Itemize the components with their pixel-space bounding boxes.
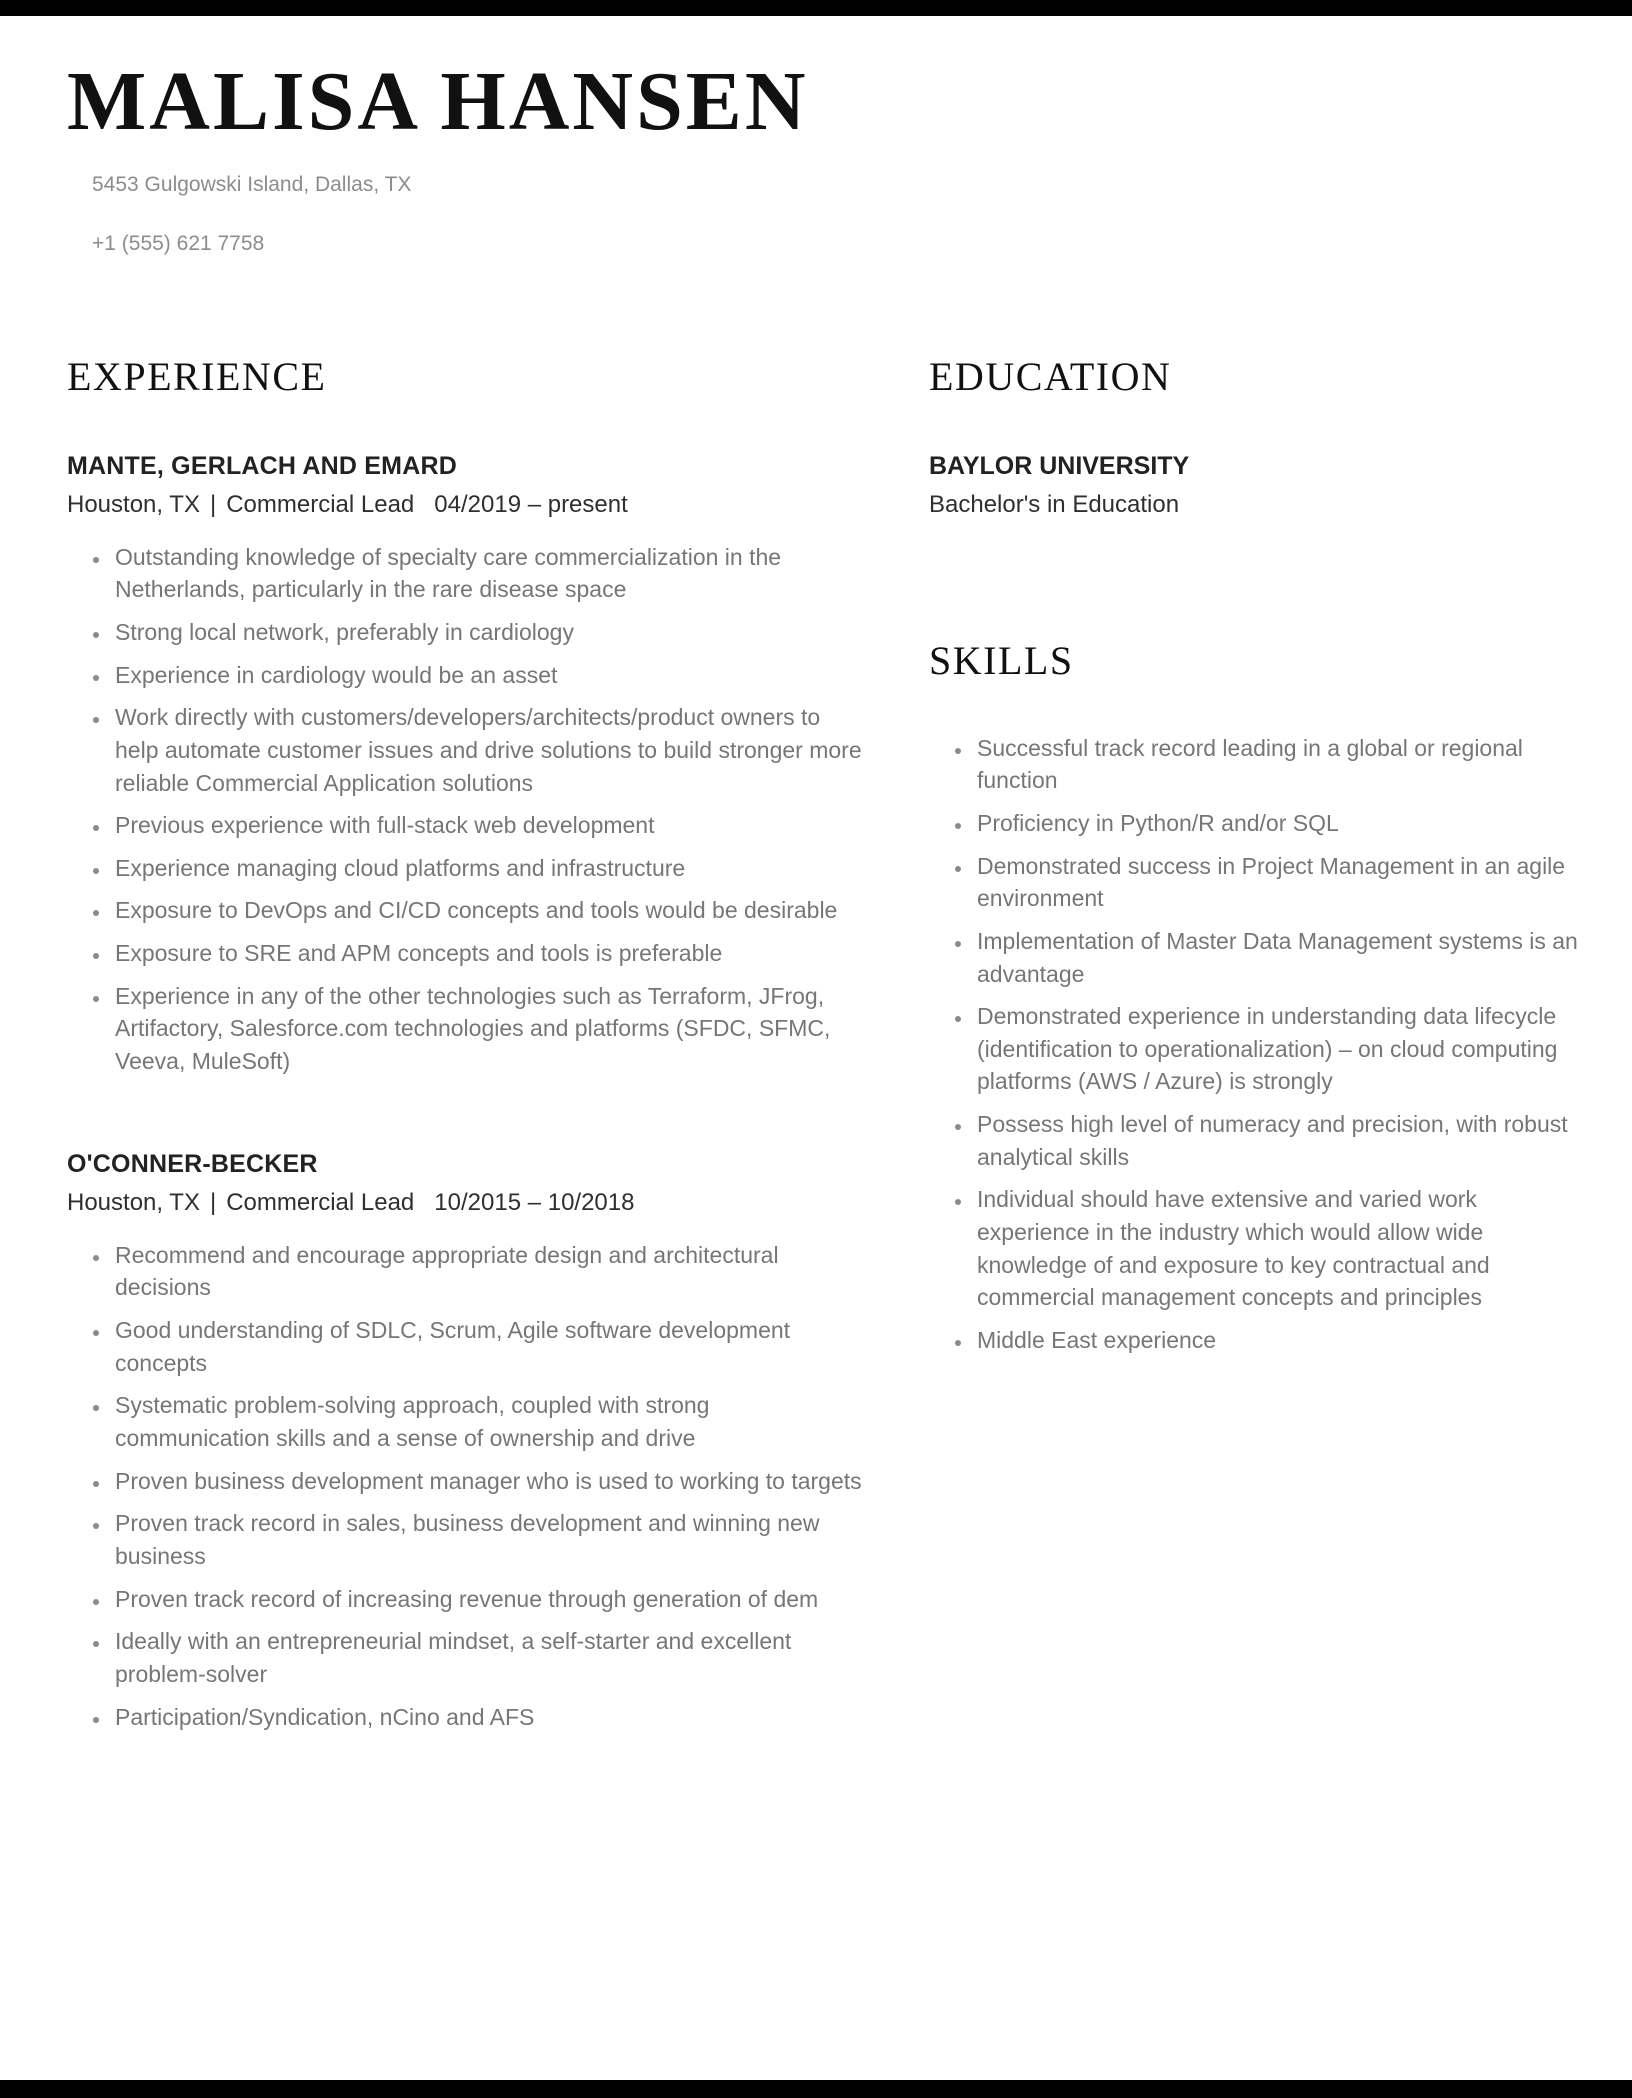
experience-section	[67, 353, 862, 1744]
job-bullet: • Good understanding of SDLC, Scrum, Agile software development concepts	[111, 1314, 862, 1379]
company-name: O'CONNER-BECKER	[67, 1149, 318, 1178]
meta-separator: |	[209, 1188, 217, 1216]
job-entry	[67, 1150, 862, 1734]
job-bullet: • Proven track record of increasing revenue through generation of dem	[111, 1583, 862, 1616]
skill-bullet: • Possess high level of numeracy and precision, with robust analytical skills	[973, 1108, 1584, 1173]
education-entry	[929, 452, 1584, 519]
degree-name: Bachelor's in Education	[929, 490, 1180, 518]
right-column	[929, 353, 1584, 1367]
candidate-address: 5453 Gulgowski Island, Dallas, TX	[92, 173, 412, 197]
company-name: MANTE, GERLACH AND EMARD	[67, 451, 457, 480]
job-bullet: • Outstanding knowledge of specialty care commercialization in the Netherlands, particularly in the rare disease space	[111, 541, 862, 606]
job-meta	[67, 1189, 862, 1217]
job-bullet: • Experience managing cloud platforms and infrastructure	[111, 852, 862, 885]
skill-bullet: • Proficiency in Python/R and/or SQL	[973, 807, 1584, 840]
job-bullet: • Systematic problem-solving approach, coupled with strong communication skills and a sense of ownership and drive	[111, 1389, 862, 1454]
job-bullet: • Participation/Syndication, nCino and AFS	[111, 1701, 862, 1734]
job-bullet-list	[67, 541, 862, 1078]
job-bullet: • Strong local network, preferably in cardiology	[111, 616, 862, 649]
candidate-name: MALISA HANSEN	[67, 55, 809, 148]
skill-bullet: • Successful track record leading in a global or regional function	[973, 732, 1584, 797]
contact-block	[67, 172, 1584, 256]
job-bullet: • Previous experience with full-stack web development	[111, 809, 862, 842]
school-name: BAYLOR UNIVERSITY	[929, 451, 1190, 480]
job-role: Commercial Lead	[226, 1188, 415, 1216]
job-meta	[67, 491, 862, 519]
education-section	[929, 353, 1584, 519]
job-bullet: • Exposure to DevOps and CI/CD concepts and tools would be desirable	[111, 894, 862, 927]
skills-section	[929, 637, 1584, 1357]
experience-title: EXPERIENCE	[67, 353, 327, 399]
job-role: Commercial Lead	[226, 490, 415, 518]
job-bullet-list	[67, 1239, 862, 1734]
job-bullet: • Ideally with an entrepreneurial mindset, a self-starter and excellent problem-solver	[111, 1625, 862, 1690]
meta-separator: |	[209, 490, 217, 518]
job-bullet: • Proven track record in sales, business development and winning new business	[111, 1507, 862, 1572]
skill-bullet: • Middle East experience	[973, 1324, 1584, 1357]
candidate-phone: +1 (555) 621 7758	[92, 232, 265, 256]
job-bullet: • Proven business development manager who is used to working to targets	[111, 1465, 862, 1498]
job-location: Houston, TX	[67, 1188, 200, 1216]
skill-bullet: • Implementation of Master Data Management systems is an advantage	[973, 925, 1584, 990]
job-bullet: • Experience in cardiology would be an asset	[111, 659, 862, 692]
job-bullet: • Experience in any of the other technologies such as Terraform, JFrog, Artifactory, Salesforce.com technologies and platforms (SFDC, SFMC, Veeva, MuleSoft)	[111, 980, 862, 1078]
top-edge-bar	[0, 0, 1632, 16]
skills-bullet-list	[929, 732, 1584, 1357]
main-columns	[67, 353, 1584, 1744]
skill-bullet: • Individual should have extensive and varied work experience in the industry which would allow wide knowledge of and exposure to key contractual and commercial management concepts and principles	[973, 1183, 1584, 1314]
resume-header	[67, 55, 1584, 257]
job-dates: 04/2019 – present	[434, 490, 628, 518]
bottom-edge-bar	[0, 2080, 1632, 2098]
skill-bullet: • Demonstrated experience in understanding data lifecycle (identification to operationalization) – on cloud computing platforms (AWS / Azure) is strongly	[973, 1000, 1584, 1098]
job-bullet: • Recommend and encourage appropriate design and architectural decisions	[111, 1239, 862, 1304]
job-bullet: • Work directly with customers/developers/architects/product owners to help automate customer issues and drive solutions to build stronger more reliable Commercial Application solutions	[111, 701, 862, 799]
skill-bullet: • Demonstrated success in Project Management in an agile environment	[973, 850, 1584, 915]
job-dates: 10/2015 – 10/2018	[434, 1188, 635, 1216]
education-title: EDUCATION	[929, 353, 1172, 399]
job-location: Houston, TX	[67, 490, 200, 518]
job-entry	[67, 452, 862, 1078]
skills-title: SKILLS	[929, 637, 1074, 683]
job-bullet: • Exposure to SRE and APM concepts and tools is preferable	[111, 937, 862, 970]
